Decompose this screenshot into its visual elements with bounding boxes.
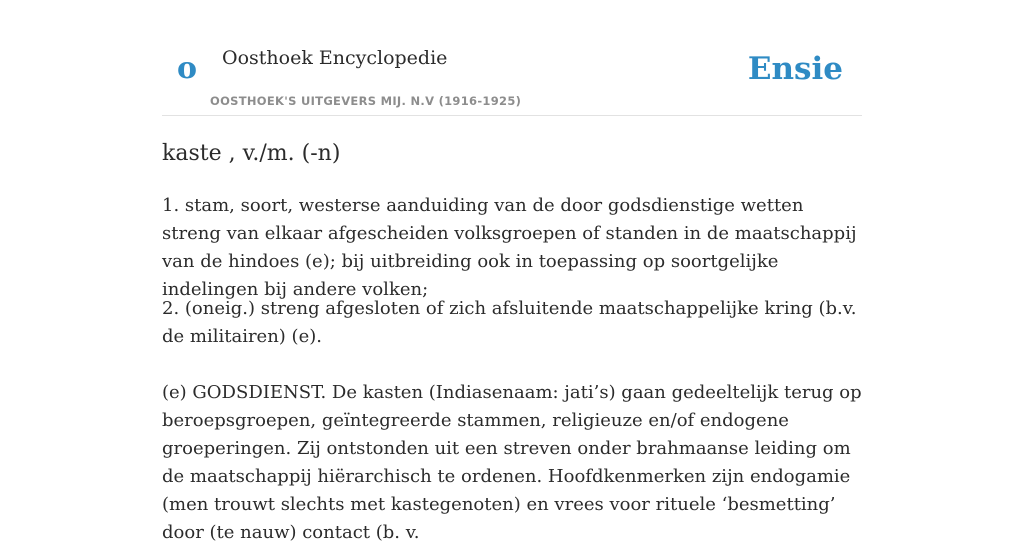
- ensie-brand-link[interactable]: Ensie: [747, 51, 843, 87]
- oosthoek-logo-icon[interactable]: o: [177, 51, 198, 86]
- definition-2: 2. (oneig.) streng afgesloten of zich afsluitende maatschappelijke kring (b.v. de militairen) (e).: [162, 298, 857, 347]
- site-title[interactable]: Oosthoek Encyclopedie: [222, 47, 448, 69]
- site-subtitle: OOSTHOEK'S UITGEVERS MIJ. N.V (1916-1925): [210, 94, 522, 108]
- site-header: [162, 0, 862, 116]
- entry-headword: kaste , v./m. (-n): [162, 141, 341, 166]
- definition-1: 1. stam, soort, westerse aanduiding van de door godsdienstige wetten streng van elkaar afgescheiden volksgroepen of standen in de maatschappij van de hindoes (e); bij uitbreiding ook in toepassing op soortgelijke indelingen bij andere volken;: [162, 195, 857, 300]
- article-text: (e) GODSDIENST. De kasten (Indiasenaam: jati’s) gaan gedeeltelijk terug op beroepsgroepen, geïntegreerde stammen, religieuze en/of endogene groeperingen. Zij ontstonden uit een streven onder brahmaanse leiding om de maatschappij hiërarchisch te ordenen. Hoofdkenmerken zijn endogamie (men trouwt slechts met kastegenoten) en vrees voor rituele ‘besmetting’ door (te nauw) contact (b. v.: [162, 382, 862, 543]
- page-content: [162, 0, 862, 543]
